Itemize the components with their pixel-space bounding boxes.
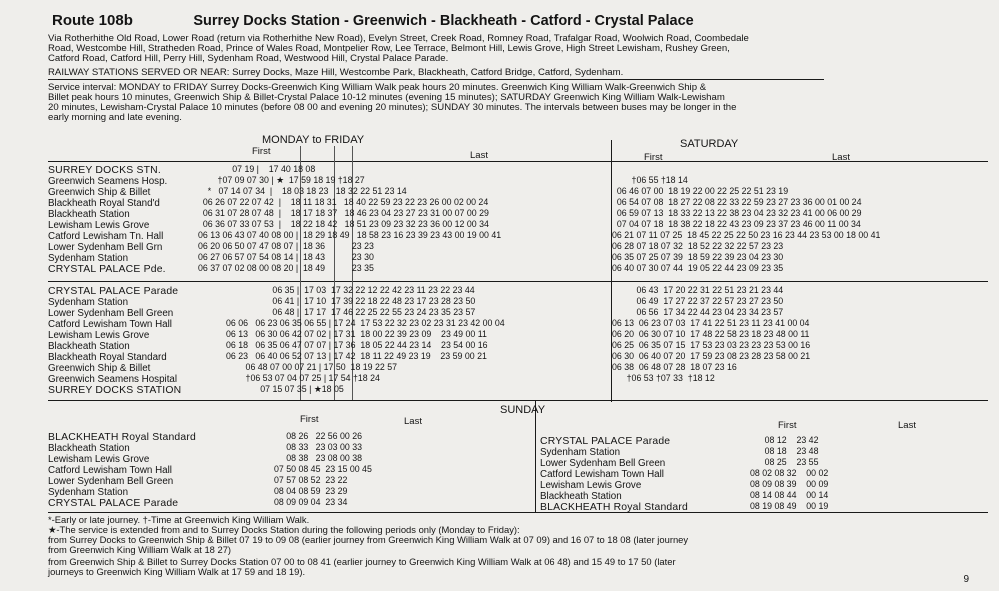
- sat-outbound-times: 07 04 07 18 18 38 22 18 22 43 23 09 23 37 23 46 00 11 00 34: [612, 219, 861, 229]
- last-label: Last: [470, 150, 488, 161]
- sat-inbound-times: 06 20 06 30 07 10 17 48 22 58 23 18 23 48 00 11: [612, 329, 810, 339]
- footnote: from Surrey Docks to Greenwich Ship & Billet 07 19 to 09 08 (earlier journey from Greenwich King William Walk at 07 09) and 16 07 to 18 08 (later journey: [48, 534, 689, 545]
- service-interval: 20 minutes, Lewisham-Crystal Palace 10 minutes (before 08 00 and evening 20 minutes); SUNDAY 30 minutes. The intervals between buses may be longer in the: [48, 102, 737, 113]
- sat-outbound-times: 06 40 07 30 07 44 19 05 22 44 23 09 23 35: [612, 263, 784, 273]
- first-label: First: [644, 152, 663, 163]
- footnote: ★-The service is extended from and to Surrey Docks Station during the following periods only (Monday to Friday):: [48, 524, 520, 535]
- footnote: journeys to Greenwich King William Walk at 17 59 and 18 19).: [48, 566, 306, 577]
- stop-name: CRYSTAL PALACE Parade: [48, 498, 179, 509]
- sun-right-times: 08 18 23 48: [750, 446, 819, 456]
- service-interval: Service interval: MONDAY to FRIDAY Surrey Docks-Greenwich King William Walk peak hours 20 minutes. Greenwich King William Walk-Greenwich Ship &: [48, 82, 707, 93]
- sun-right-times: 08 25 23 55: [750, 457, 819, 467]
- stop-name: Blackheath Station: [48, 443, 130, 454]
- stop-name: SURREY DOCKS STN.: [48, 165, 161, 176]
- route-name: Surrey Docks Station - Greenwich - Blackheath - Catford - Crystal Palace: [193, 13, 694, 29]
- stop-name: Catford Lewisham Town Hall: [540, 469, 664, 480]
- footnote: *-Early or late journey. †-Time at Greenwich King William Walk.: [48, 514, 310, 525]
- sat-outbound-times: 06 21 07 11 07 25 18 45 22 25 22 50 23 16 23 44 23 53 00 18 00 41: [612, 230, 881, 240]
- sun-left-times: 07 57 08 52 23 22: [274, 475, 348, 485]
- mf-outbound-times: 07 19 | 17 40 18 08: [198, 164, 316, 174]
- stop-name: SURREY DOCKS STATION: [48, 385, 182, 396]
- sat-outbound-times: 06 46 07 00 18 19 22 00 22 25 22 51 23 19: [612, 186, 789, 196]
- stop-name: Greenwich Seamens Hosp.: [48, 176, 168, 187]
- sat-outbound-times: †06 55 †18 14: [612, 175, 688, 185]
- stop-name: Lower Sydenham Bell Green: [48, 476, 174, 487]
- stop-name: Sydenham Station: [540, 447, 621, 458]
- mf-inbound-times: †06 53 07 04 07 25 | 17 54 †18 24: [226, 373, 380, 383]
- table-rule: [48, 400, 988, 401]
- divider: [48, 79, 824, 80]
- stop-name: Lower Sydenham Bell Green: [540, 458, 666, 469]
- service-interval: early morning and late evening.: [48, 112, 182, 123]
- last-label: Last: [404, 416, 422, 427]
- stop-name: CRYSTAL PALACE Parade: [48, 286, 179, 297]
- stop-name: Greenwich Seamens Hospital: [48, 374, 178, 385]
- stop-name: Greenwich Ship & Billet: [48, 363, 151, 374]
- sat-inbound-times: 06 38 06 48 07 28 18 07 23 16: [612, 362, 737, 372]
- via-line: Via Rotherhithe Old Road, Lower Road (return via Rotherhithe New Road), Evelyn Street, Creek Road, Romney Road, Trafalgar Road, Woolwich Road, Coombedale: [48, 33, 749, 44]
- mf-outbound-times: †07 09 07 30 | ★ 17 59 18 19 †18 27: [198, 175, 365, 185]
- sat-outbound-times: 06 35 07 25 07 39 18 59 22 39 23 04 23 30: [612, 252, 784, 262]
- stop-name: BLACKHEATH Royal Standard: [48, 432, 197, 443]
- last-label: Last: [898, 420, 916, 431]
- sat-outbound-times: 06 28 07 18 07 32 18 52 22 32 22 57 23 23: [612, 241, 784, 251]
- stop-name: BLACKHEATH Royal Standard: [540, 502, 689, 513]
- mf-outbound-times: 06 36 07 33 07 53 | 18 22 18 42 18 51 23 09 23 32 23 36 00 12 00 34: [198, 219, 489, 229]
- route-number: Route 108b: [52, 12, 133, 29]
- stop-name: Lower Sydenham Bell Grn: [48, 242, 163, 253]
- sun-left-times: 07 50 08 45 23 15 00 45: [274, 464, 372, 474]
- mf-inbound-times: 07 15 07 35 | ★18 05: [226, 384, 344, 394]
- footnote: from Greenwich King William Walk at 18 27): [48, 544, 232, 555]
- sun-right-times: 08 09 08 39 00 09: [750, 479, 829, 489]
- via-line: Road, Westcombe Hill, Stratheden Road, Prince of Wales Road, Montpelier Row, Lee Terrace, Belmont Hill, Lewis Grove, High Street Lewisham, Rushey Green,: [48, 43, 730, 54]
- sun-left-times: 08 33 23 03 00 33: [274, 442, 363, 452]
- table-rule: [48, 281, 988, 282]
- monday-friday-heading: MONDAY to FRIDAY: [262, 134, 365, 146]
- mf-outbound-times: 06 31 07 28 07 48 | 18 17 18 37 18 46 23 04 23 27 23 31 00 07 00 29: [198, 208, 489, 218]
- mf-inbound-times: 06 48 | 17 17 17 46 22 25 22 55 23 24 23 35 23 57: [226, 307, 476, 317]
- sat-inbound-times: 06 49 17 27 22 37 22 57 23 27 23 50: [612, 296, 784, 306]
- table-rule: [48, 512, 988, 513]
- mf-inbound-times: 06 41 | 17 10 17 39 22 18 22 48 23 17 23 28 23 50: [226, 296, 476, 306]
- via-line: Catford Road, Catford Hill, Perry Hill, Sydenham Road, Westwood Hill, Crystal Palace Parade.: [48, 53, 449, 64]
- sun-left-times: 08 09 09 04 23 34: [274, 497, 348, 507]
- mf-outbound-times: 06 27 06 57 07 54 08 14 | 18 43 23 30: [198, 252, 374, 262]
- page-number: 9: [963, 574, 969, 585]
- sat-inbound-times: 06 56 17 34 22 44 23 04 23 34 23 57: [612, 307, 784, 317]
- stop-name: Blackheath Royal Stand'd: [48, 198, 160, 209]
- sunday-heading: SUNDAY: [500, 404, 546, 416]
- sun-left-times: 08 26 22 56 00 26: [274, 431, 363, 441]
- mf-outbound-times: * 07 14 07 34 | 18 03 18 23 18 32 22 51 23 14: [198, 186, 407, 196]
- stop-name: Blackheath Royal Standard: [48, 352, 167, 363]
- stop-name: Sydenham Station: [48, 297, 129, 308]
- mf-outbound-times: 06 13 06 43 07 40 08 00 | 18 29 18 49 18 58 23 16 23 39 23 43 00 19 00 41: [198, 230, 502, 240]
- stop-name: Catford Lewisham Town Hall: [48, 465, 172, 476]
- first-label: First: [778, 420, 797, 431]
- sat-inbound-times: 06 30 06 40 07 20 17 59 23 08 23 28 23 58 00 21: [612, 351, 811, 361]
- saturday-heading: SATURDAY: [680, 138, 739, 150]
- stop-name: Blackheath Station: [48, 209, 130, 220]
- first-label: First: [252, 146, 271, 157]
- mf-outbound-times: 06 20 06 50 07 47 08 07 | 18 36 23 23: [198, 241, 374, 251]
- footnote: from Greenwich Ship & Billet to Surrey Docks Station 07 00 to 08 41 (earlier journey to Greenwich King William Walk at 06 48) and 15 49 to 17 50 (later: [48, 556, 676, 567]
- stop-name: Lower Sydenham Bell Green: [48, 308, 174, 319]
- mf-inbound-times: 06 35 | 17 03 17 32 22 12 22 42 23 11 23 22 23 44: [226, 285, 475, 295]
- mf-inbound-times: 06 48 07 00 07 21 | 17 50 18 19 22 57: [226, 362, 398, 372]
- sat-inbound-times: 06 43 17 20 22 31 22 51 23 21 23 44: [612, 285, 784, 295]
- sat-inbound-times: 06 13 06 23 07 03 17 41 22 51 23 11 23 41 00 04: [612, 318, 810, 328]
- sun-left-times: 08 38 23 08 00 38: [274, 453, 363, 463]
- stop-name: Catford Lewisham Town Hall: [48, 319, 172, 330]
- section-divider: [535, 400, 536, 512]
- title-row: [52, 12, 694, 30]
- mf-inbound-times: 06 18 06 35 06 47 07 07 | 17 36 18 05 22 44 23 14 23 54 00 16: [226, 340, 488, 350]
- sun-right-times: 08 19 08 49 00 19: [750, 501, 829, 511]
- mf-inbound-times: 06 23 06 40 06 52 07 13 | 17 42 18 11 22 49 23 19 23 59 00 21: [226, 351, 487, 361]
- sat-outbound-times: 06 59 07 13 18 33 22 13 22 38 23 04 23 32 23 41 00 06 00 29: [612, 208, 862, 218]
- mf-outbound-times: 06 26 07 22 07 42 | 18 11 18 31 18 40 22 59 23 22 23 26 00 02 00 24: [198, 197, 489, 207]
- stop-name: Blackheath Station: [48, 341, 130, 352]
- sat-inbound-times: 06 25 06 35 07 15 17 53 23 03 23 23 23 53 00 16: [612, 340, 811, 350]
- stop-name: Lewisham Lewis Grove: [540, 480, 642, 491]
- sun-right-times: 08 12 23 42: [750, 435, 819, 445]
- sun-left-times: 08 04 08 59 23 29: [274, 486, 348, 496]
- table-rule: [48, 161, 988, 162]
- mf-inbound-times: 06 13 06 30 06 42 07 02 | 17 31 18 00 22 39 23 09 23 49 00 11: [226, 329, 487, 339]
- stop-name: Lewisham Lewis Grove: [48, 454, 150, 465]
- mf-inbound-times: 06 06 06 23 06 35 06 55 | 17 24 17 53 22 32 23 02 23 31 23 42 00 04: [226, 318, 505, 328]
- stop-name: Catford Lewisham Tn. Hall: [48, 231, 164, 242]
- sat-inbound-times: †06 53 †07 33 †18 12: [612, 373, 715, 383]
- stop-name: Sydenham Station: [48, 253, 129, 264]
- first-label: First: [300, 414, 319, 425]
- sun-right-times: 08 14 08 44 00 14: [750, 490, 829, 500]
- stop-name: Lewisham Lewis Grove: [48, 330, 150, 341]
- mf-outbound-times: 06 37 07 02 08 00 08 20 | 18 49 23 35: [198, 263, 374, 273]
- last-label: Last: [832, 152, 850, 163]
- stop-name: Sydenham Station: [48, 487, 129, 498]
- stop-name: CRYSTAL PALACE Pde.: [48, 264, 166, 275]
- stop-name: Greenwich Ship & Billet: [48, 187, 151, 198]
- sat-outbound-times: 06 54 07 08 18 27 22 08 22 33 22 59 23 27 23 36 00 01 00 24: [612, 197, 862, 207]
- sun-right-times: 08 02 08 32 00 02: [750, 468, 829, 478]
- railway-stations: RAILWAY STATIONS SERVED OR NEAR: Surrey Docks, Maze Hill, Westcombe Park, Blackheath, Catford Bridge, Catford, Sydenham.: [48, 67, 624, 78]
- stop-name: Lewisham Lewis Grove: [48, 220, 150, 231]
- service-interval: Billet peak hours 10 minutes, Greenwich Ship & Billet-Crystal Palace 10-12 minutes (evening 15 minutes); SATURDAY Greenwich King William Walk-Lewisham: [48, 92, 725, 103]
- stop-name: Blackheath Station: [540, 491, 622, 502]
- stop-name: CRYSTAL PALACE Parade: [540, 436, 671, 447]
